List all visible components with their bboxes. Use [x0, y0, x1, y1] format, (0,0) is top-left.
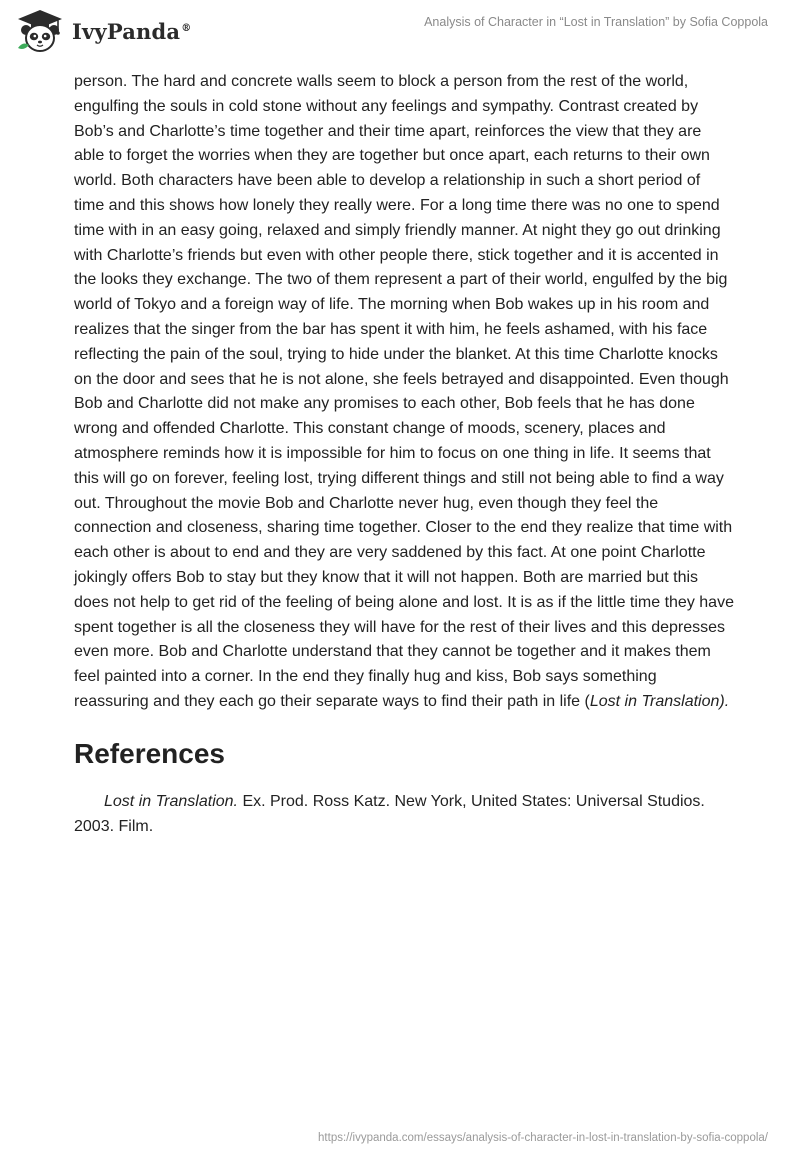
brand-logo[interactable] [14, 8, 191, 54]
registered-mark: ® [181, 22, 192, 34]
panda-graduate-icon [14, 8, 66, 54]
paragraph-text: person. The hard and concrete walls seem to block a person from the rest of the world, engulfing the souls in cold stone without any feelings and sympathy. Contrast created by Bob’s and Charlotte’s time together and their time apart, reinforces the view that they are able to forget the worries when they are together but once apart, each returns to their own world. Both characters have been able to develop a relationship in such a short period of time and this shows how lonely they really were. For a long time there was no one to spend time with in an easy going, relaxed and simply friendly manner. At night they go out drinking with Charlotte’s friends but even with other people there, stick together and it is accented in the looks they exchange. The two of them represent a part of their world, engulfed by the big world of Tokyo and a foreign way of life. The morning when Bob wakes up in his room and realizes that the singer from the bar has spent it with him, he feels ashamed, with his face reflecting the pain of the soul, trying to hide under the blanket. At this time Charlotte knocks on the door and sees that he is not alone, she feels betrayed and disappointed. Even though Bob and Charlotte did not make any promises to each other, Bob feels that he has done wrong and offended Charlotte. This constant change of moods, scenery, places and atmosphere reminds how it is impossible for him to focus on one thing in life. It seems that this will go on forever, feeling lost, trying different things and still not being able to find a way out. Throughout the movie Bob and Charlotte never hug, even though they feel the connection and closeness, sharing time together. Closer to the end they realize that time with each other is about to end and they are very saddened by this fact. At one point Charlotte jokingly offers Bob to stay but they know that it will not happen. Both are married but this does not help to get rid of the feeling of being alone and lost. It is as if the little time they have spent together is all the closeness they will have for the rest of their lives and this depresses even more. Bob and Charlotte understand that they cannot be together and it makes them feel painted into a corner. In the end they finally hug and kiss, Bob says something reassuring and they each go their separate ways to find their path in life ( [74, 73, 734, 710]
brand-name: IvyPanda® [72, 18, 192, 44]
reference-entry [74, 789, 734, 839]
essay-content [74, 70, 734, 839]
page-header [0, 0, 800, 70]
document-title: Analysis of Character in “Lost in Translation” by Sofia Coppola [424, 15, 768, 29]
reference-details: Ex. Prod. Ross Katz. New York, United States: Universal Studios. 2003. Film. [74, 792, 705, 835]
body-paragraph [74, 70, 734, 715]
source-url[interactable]: https://ivypanda.com/essays/analysis-of-character-in-lost-in-translation-by-sofia-coppola/ [318, 1132, 768, 1144]
reference-title: Lost in Translation. [104, 792, 238, 810]
citation-title: Lost in Translation). [589, 692, 730, 710]
references-heading: References [74, 737, 225, 769]
